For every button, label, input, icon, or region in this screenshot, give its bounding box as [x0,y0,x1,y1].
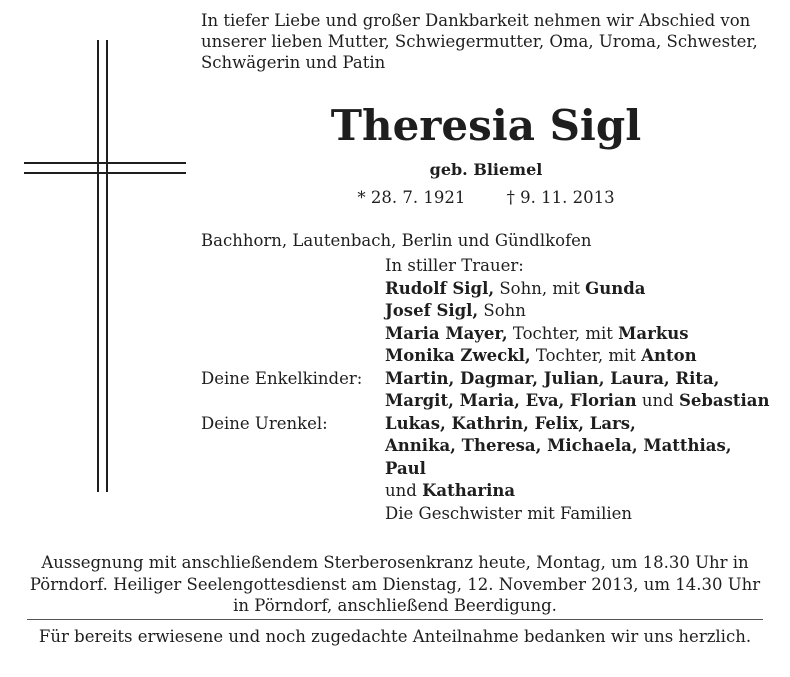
grandchildren-names: Martin, Dagmar, Julian, Laura, Rita, [385,368,720,388]
grandchildren-names: Margit, Maria, Eva, Florian [385,391,637,410]
death-date: † 9. 11. 2013 [506,188,615,207]
places: Bachhorn, Lautenbach, Berlin und Gündlkofen [201,231,592,250]
siblings: Die Geschwister mit Familien [385,503,633,523]
greatgrandchildren-row [201,435,771,480]
siblings-row [201,503,771,526]
family-relation: Tochter, mit [530,346,642,365]
family-row [201,345,771,368]
family-relation: Tochter, mit [507,323,619,343]
family-name: Rudolf Sigl, [385,278,495,298]
family-name: Maria Mayer, [385,323,508,343]
birth-date: * 28. 7. 1921 [357,188,466,207]
greatgrandchildren-names: Annika, Theresa, Michaela, Matthias, Paul [385,436,732,478]
intro-text [201,10,771,73]
service-line: in Pörndorf, anschließend Beerdigung. [233,596,557,615]
cross-icon [24,40,186,492]
born-name: geb. Bliemel [429,160,543,179]
greatgrandchildren-names: Katharina [422,481,516,500]
intro-line: In tiefer Liebe und großer Dankbarkeit nehmen wir Abschied von [201,11,751,30]
service-info [20,552,770,617]
grandchildren-row [201,368,771,391]
family-relation: Sohn [478,301,526,320]
family-name: Josef Sigl, [385,301,479,320]
intro-line: unserer lieben Mutter, Schwiegermutter, Oma, Uroma, Schwester, [201,32,758,51]
greatgrandchildren-row [201,480,771,503]
service-line: Aussegnung mit anschließendem Sterberosenkranz heute, Montag, um 18.30 Uhr in [41,553,749,572]
conjunction: und [636,391,679,410]
grandchildren-label: Deine Enkelkinder: [201,368,363,388]
divider [27,619,763,620]
family-relation: Sohn, mit [494,278,586,298]
grandchildren-row [201,390,771,413]
greatgrandchildren-label: Deine Urenkel: [201,413,328,433]
thanks-text: Für bereits erwiesene und noch zugedachte Anteilnahme bedanken wir uns herzlich. [38,627,752,646]
greatgrandchildren-names: Lukas, Kathrin, Felix, Lars, [385,413,636,433]
family-row [201,323,771,346]
family-partner: Anton [641,346,697,365]
family-partner: Markus [618,323,689,343]
mourners-heading-row [201,255,771,278]
grandchildren-names: Sebastian [678,391,770,410]
service-line: Pörndorf. Heiliger Seelengottesdienst am Dienstag, 12. November 2013, um 14.30 Uhr [29,574,761,594]
conjunction: und [385,481,423,500]
intro-line: Schwägerin und Patin [201,53,386,72]
family-name: Monika Zweckl, [385,346,531,365]
greatgrandchildren-row [201,413,771,436]
mourners-block [201,255,771,525]
family-partner: Gunda [585,278,646,298]
mourners-heading: In stiller Trauer: [385,256,524,275]
deceased-name: Theresia Sigl [330,101,642,150]
family-row [201,278,771,301]
life-dates [201,184,771,212]
family-row [201,300,771,323]
